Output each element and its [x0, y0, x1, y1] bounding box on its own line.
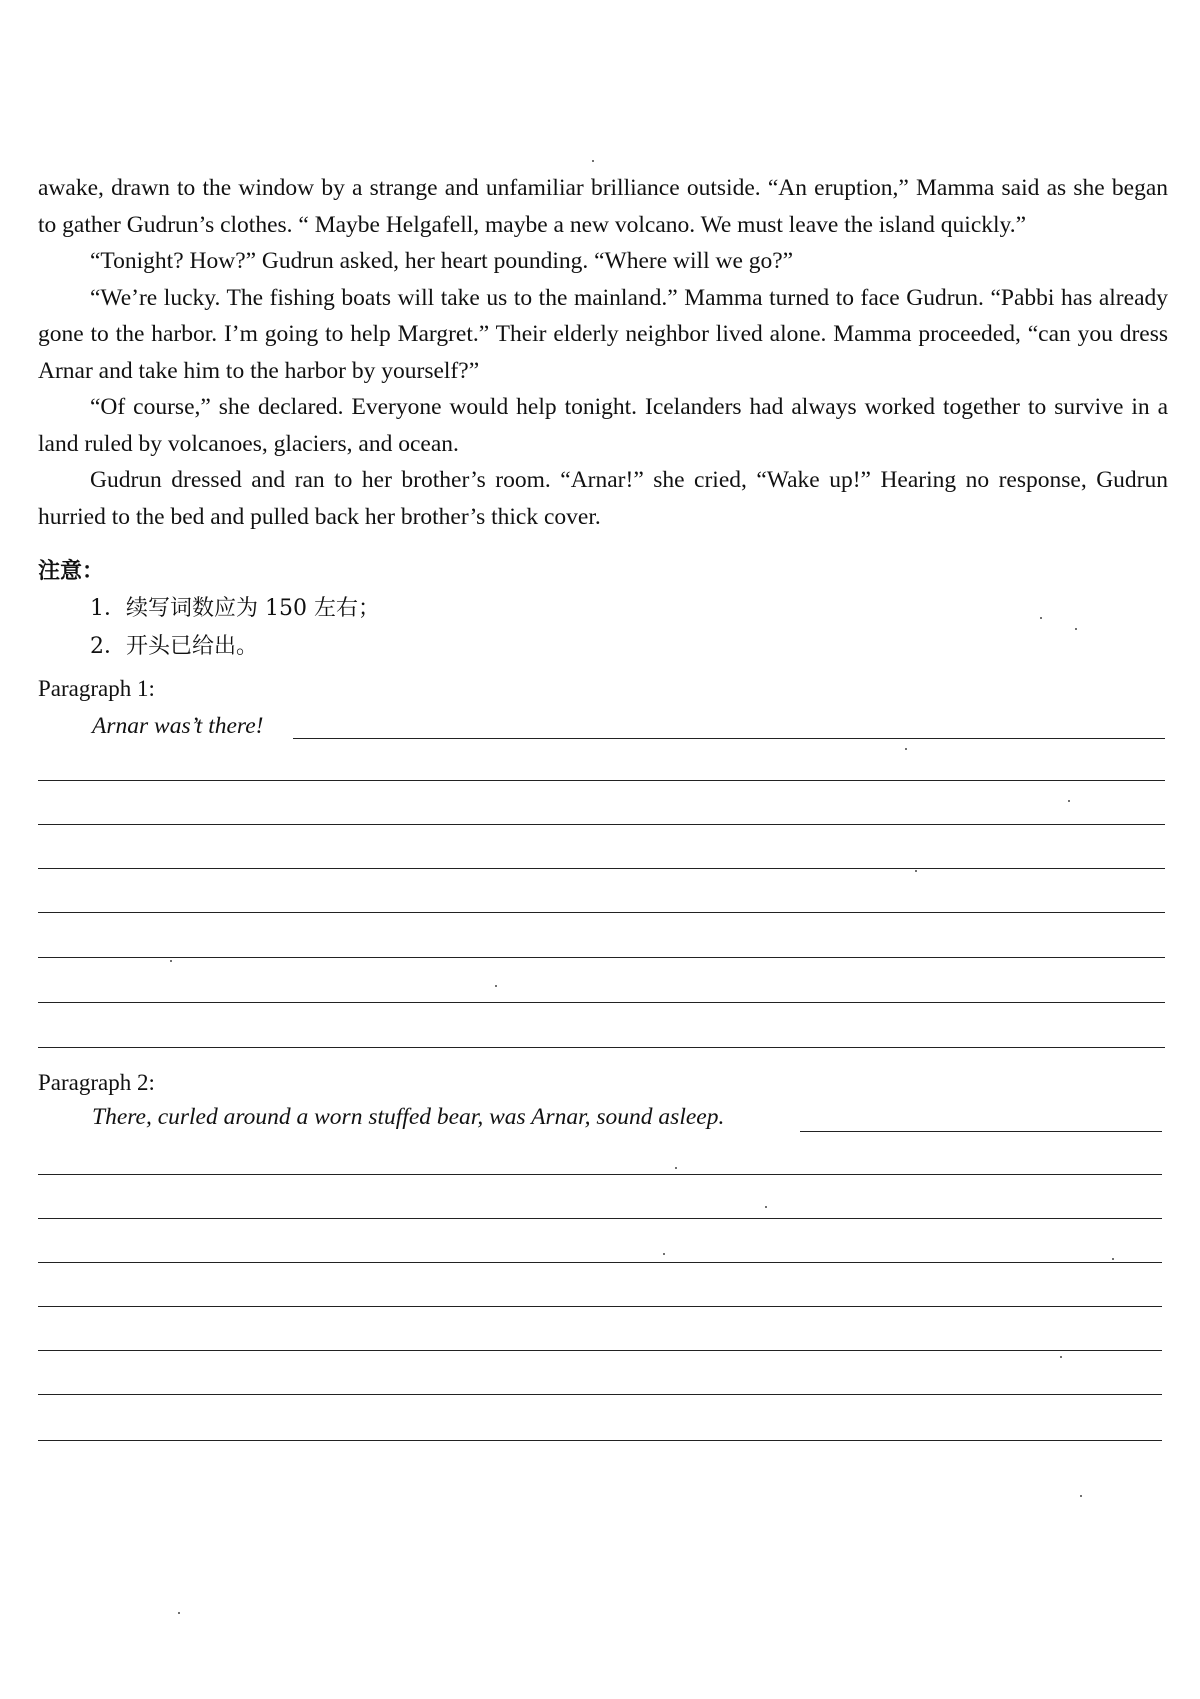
passage-paragraph: “We’re lucky. The fishing boats will take us to the mainland.” Mamma turned to face Gudrun. “Pabbi has already gone to the harbor. I’m going to help Margret.” Their elderly neighbor lived alone. Mamma proceeded, “can you dress Arnar and take him to the harbor by yourself?”	[38, 284, 1168, 384]
scan-speck	[1040, 617, 1042, 619]
scan-speck	[592, 160, 594, 162]
paragraph-1-writing-line[interactable]	[38, 1002, 1165, 1003]
instructions-notes	[38, 552, 380, 666]
scan-speck	[495, 985, 497, 987]
passage-paragraph: “Of course,” she declared. Everyone would help tonight. Icelanders had always worked together to survive in a land ruled by volcanoes, glaciers, and ocean.	[38, 394, 1168, 457]
scan-speck	[1068, 800, 1070, 802]
paragraph-2-writing-line[interactable]	[800, 1131, 1162, 1132]
story-passage	[38, 170, 1168, 535]
scan-speck	[765, 1206, 767, 1208]
paragraph-1-writing-line[interactable]	[38, 1047, 1165, 1048]
scan-speck	[178, 1612, 180, 1614]
scan-speck	[905, 748, 907, 750]
paragraph-1-writing-line[interactable]	[293, 738, 1165, 739]
paragraph-2-writing-line[interactable]	[38, 1174, 1162, 1175]
scan-speck	[1060, 1356, 1062, 1358]
paragraph-1-opening: Arnar was’t there!	[92, 713, 264, 739]
paragraph-2-writing-line[interactable]	[38, 1350, 1162, 1351]
paragraph-1-writing-line[interactable]	[38, 824, 1165, 825]
paragraph-2-writing-line[interactable]	[38, 1306, 1162, 1307]
notes-title: 注意：	[38, 558, 105, 584]
passage-paragraph: Gudrun dressed and ran to her brother’s room. “Arnar!” she cried, “Wake up!” Hearing no response, Gudrun hurried to the bed and pulled back her brother’s thick cover.	[38, 467, 1168, 530]
scan-speck	[1112, 1258, 1114, 1260]
scan-speck	[675, 1167, 677, 1169]
scan-speck	[1075, 628, 1077, 630]
passage-paragraph: awake, drawn to the window by a strange and unfamiliar brilliance outside. “An eruption,” Mamma said as she began to gather Gudrun’s clothes. “ Maybe Helgafell, maybe a new volcano. We must leave the island quickly.”	[38, 175, 1168, 238]
paragraph-2-writing-line[interactable]	[38, 1218, 1162, 1219]
passage-paragraph: “Tonight? How?” Gudrun asked, her heart pounding. “Where will we go?”	[90, 248, 794, 274]
scan-speck	[1080, 1495, 1082, 1497]
notes-item-opening-given: 2．开头已给出。	[90, 634, 258, 659]
scan-speck	[170, 960, 172, 962]
scan-speck	[663, 1253, 665, 1255]
paragraph-1-writing-line[interactable]	[38, 868, 1165, 869]
paragraph-2-writing-line[interactable]	[38, 1440, 1162, 1441]
paragraph-2-opening: There, curled around a worn stuffed bear, was Arnar, sound asleep.	[92, 1104, 725, 1130]
paragraph-2-label: Paragraph 2:	[38, 1070, 155, 1095]
paragraph-2-writing-line[interactable]	[38, 1262, 1162, 1263]
notes-item-word-count: 1．续写词数应为 150 左右；	[90, 596, 380, 621]
paragraph-2-writing-line[interactable]	[38, 1394, 1162, 1395]
paragraph-1-writing-line[interactable]	[38, 957, 1165, 958]
paragraph-1-writing-line[interactable]	[38, 780, 1165, 781]
paragraph-1-writing-line[interactable]	[38, 912, 1165, 913]
scan-speck	[915, 870, 917, 872]
paragraph-1-label: Paragraph 1:	[38, 676, 155, 701]
